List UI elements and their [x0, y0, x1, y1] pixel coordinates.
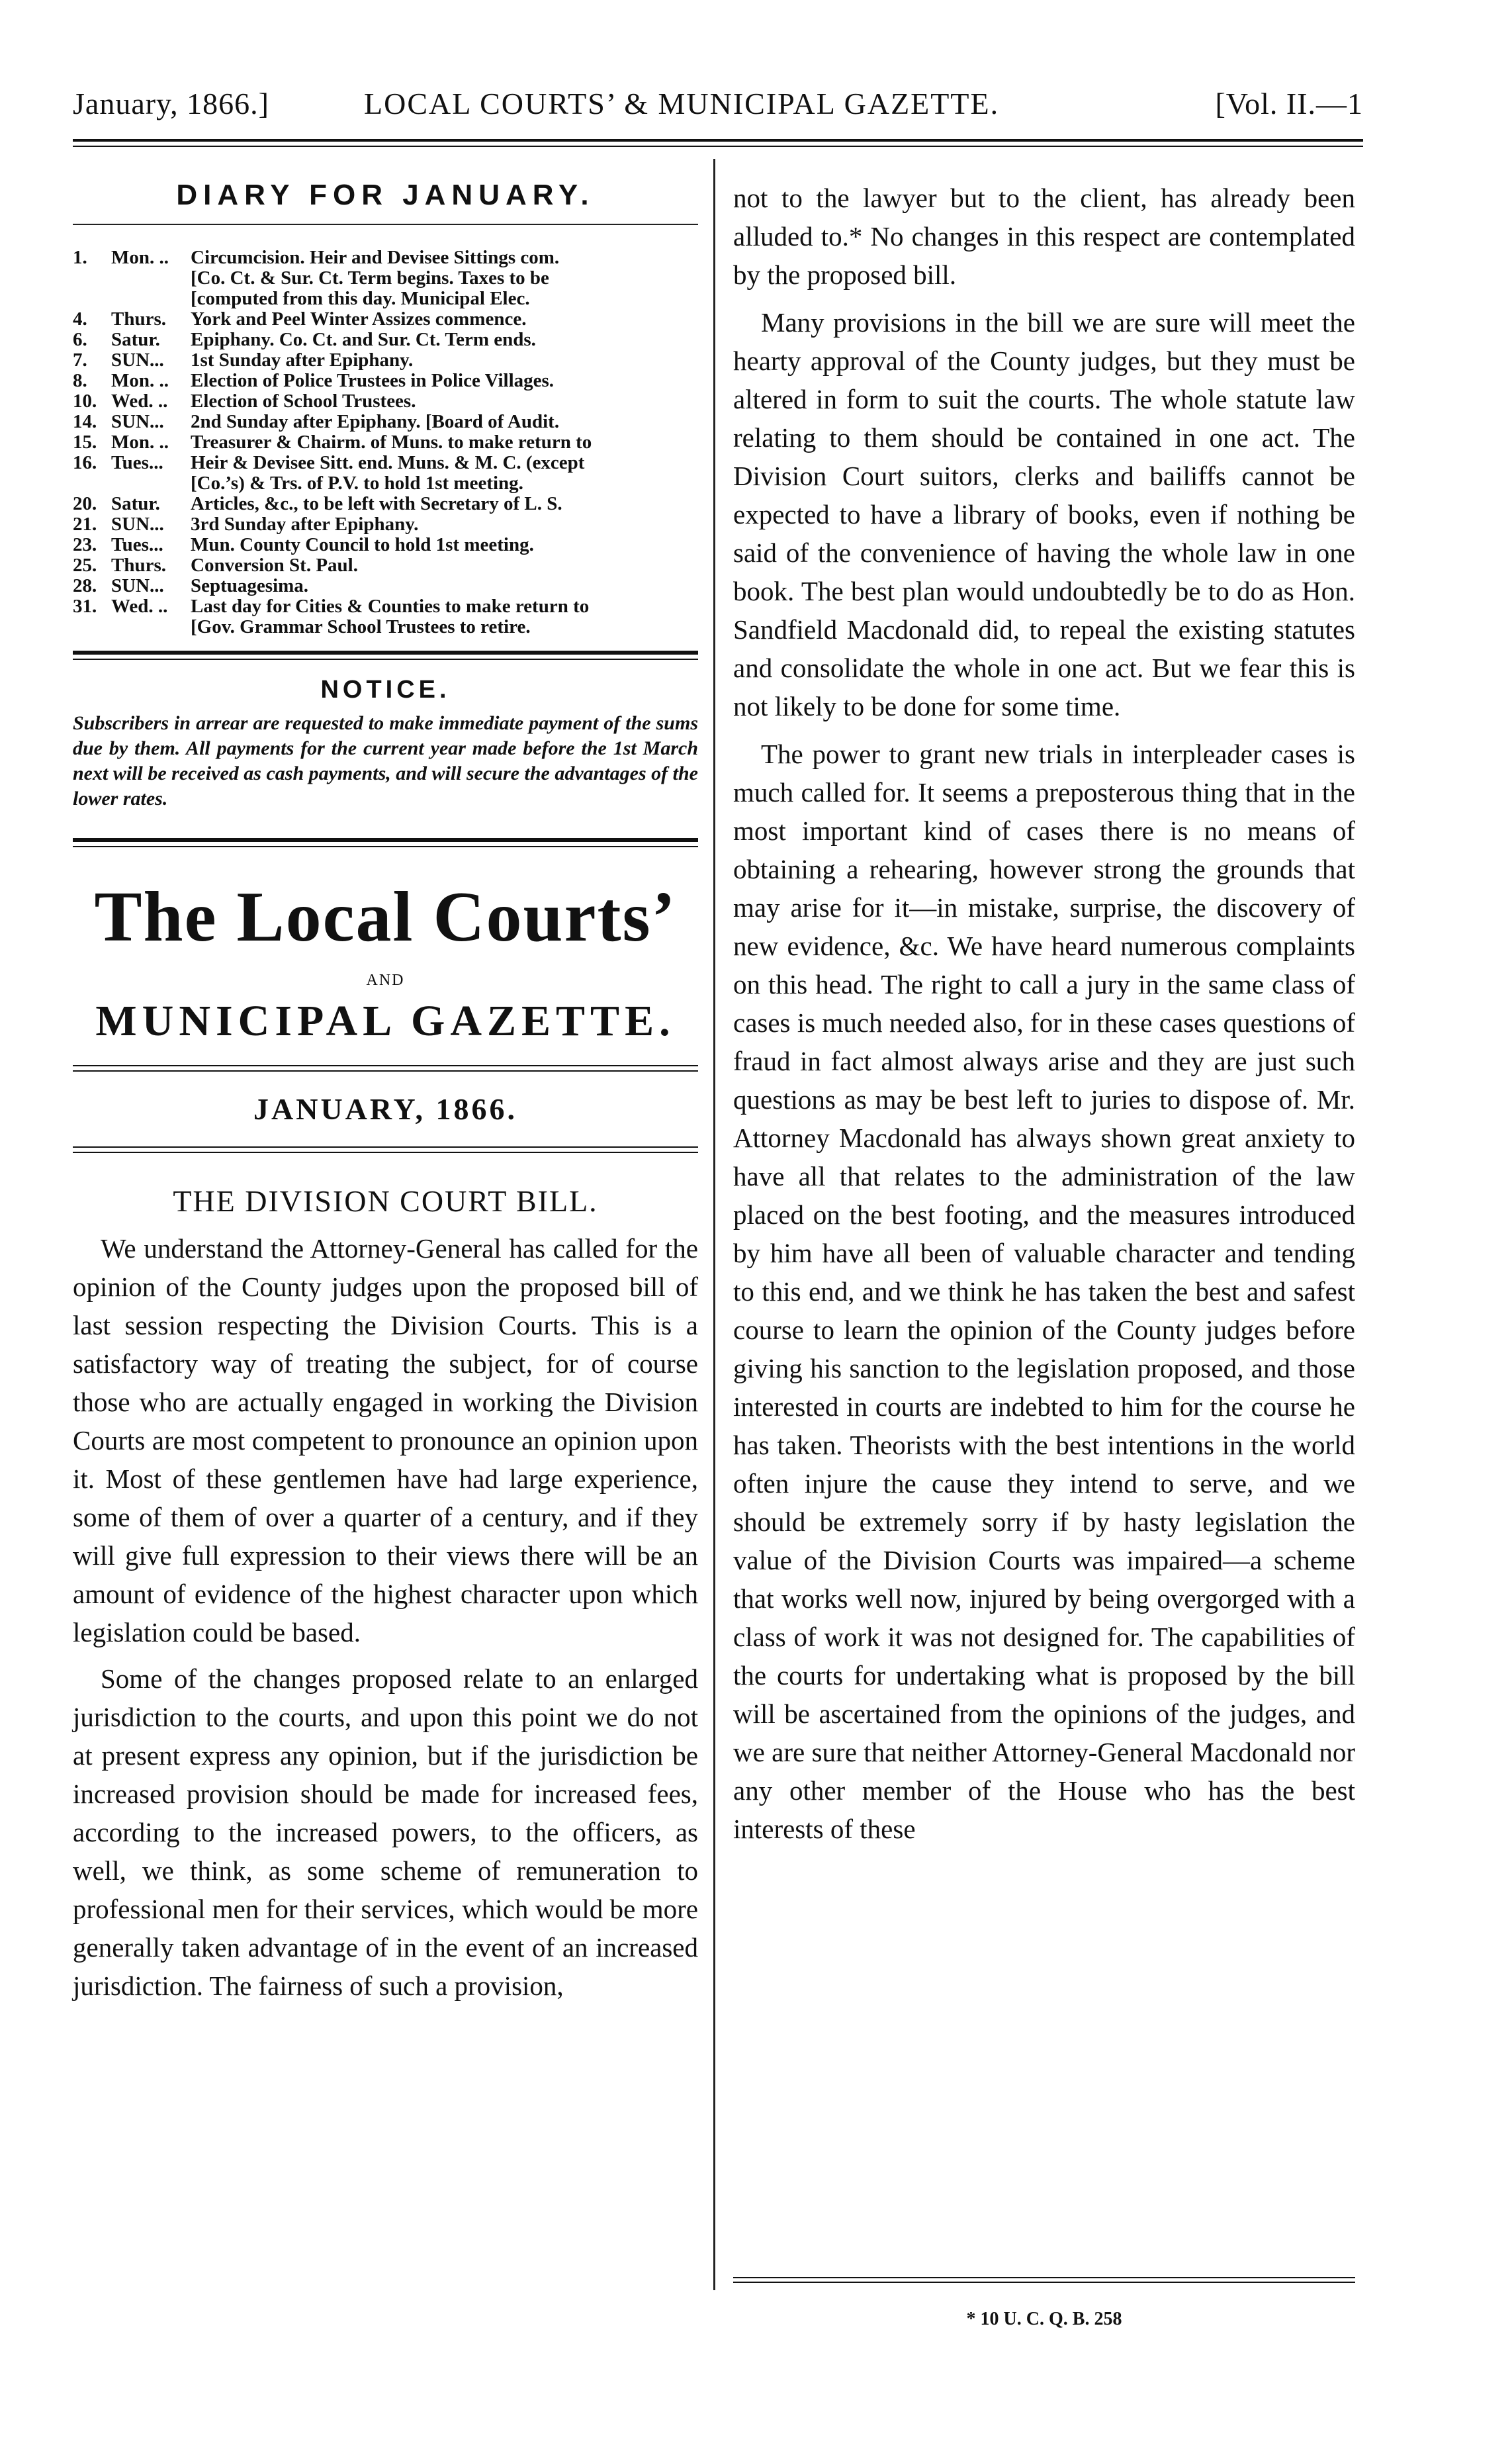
diary-entry-number: 28. — [73, 575, 97, 596]
diary-entry — [73, 391, 698, 412]
diary-entry-text: Mun. County Council to hold 1st meeting. — [191, 534, 534, 555]
header-date: January, 1866.] — [73, 87, 269, 120]
diary-entry-text: 3rd Sunday after Epiphany. — [191, 514, 419, 535]
diary-entry — [73, 576, 698, 596]
diary-entry-day: Tues... — [111, 452, 163, 473]
diary-entry-number: 6. — [73, 329, 87, 350]
header-rule — [73, 139, 1363, 142]
diary-entry-day: Mon. .. — [111, 432, 169, 453]
divider — [73, 1070, 698, 1072]
diary-entry-continuation: [Gov. Grammar School Trustees to retire. — [191, 616, 531, 637]
diary-entry-text: Septuagesima. — [191, 575, 309, 596]
right-column — [733, 179, 1355, 1848]
paragraph: not to the lawyer but to the client, has already been alluded to.* No changes in this respect are contemplated by the proposed bill. — [733, 183, 1355, 290]
diary-entry-text: Heir & Devisee Sitt. end. Muns. & M. C. (except — [191, 452, 585, 473]
diary-entry-day: Mon. .. — [111, 247, 169, 268]
diary-entry-number: 15. — [73, 432, 97, 453]
paragraph: The power to grant new trials in interpleader cases is much called for. It seems a preposterous thing that in the most important kind of cases there is no means of obtaining a rehearing, however strong the grounds that may arise for it—in mistake, surprise, the discovery of new evidence, &c. We have heard numerous complaints on this head. The right to call a jury in the same class of cases is much needed also, for in these cases questions of fraud in fact almost always arise and they are just such questions as may be best left to juries to dispose of. Mr. Attorney Macdonald has always shown great anxiety to have all that relates to the administration of the law placed on the best footing, and the measures introduced by him have all been of valuable character and tending to this end, and we think he has taken the best and safest course to learn the opinion of the County judges before giving his sanction to the legislation proposed, and those interested in courts are indebted to him for the course he has taken. Theorists with the best intentions in the world often injure the cause they intend to serve, and we should be extremely sorry if by hasty legislation the value of the Division Courts was impaired—a scheme that works well now, injured by being overgorged with a class of work it was not designed for. The capabilities of the courts for undertaking what is proposed by the bill will be ascertained from the opinions of the judges, and we are sure that neither Attorney-General Macdonald nor any other member of the House who has the best interests of these — [733, 739, 1355, 1844]
diary-entry — [73, 309, 698, 330]
divider — [73, 846, 698, 847]
header-volume: [Vol. II.—1 — [1215, 87, 1363, 120]
header-rule — [73, 146, 1363, 147]
diary-entry — [73, 453, 698, 473]
diary-entry-continuation: [Co.’s) & Trs. of P.V. to hold 1st meeting. — [191, 473, 523, 494]
diary-entry-number: 21. — [73, 514, 97, 535]
column-divider — [713, 159, 715, 2290]
diary-entry — [73, 248, 698, 268]
diary-entry-number: 10. — [73, 391, 97, 412]
diary-entry-continuation: [computed from this day. Municipal Elec. — [191, 288, 530, 309]
notice-text: Subscribers in arrear are requested to make immediate payment of the sums due by them. All payments for the current year made before the 1st March next will be received as cash payments, and will secure the advantages of the lower rates. — [73, 712, 698, 810]
diary-entry — [73, 555, 698, 576]
article-body-right — [733, 179, 1355, 1848]
diary-entry-text: Conversion St. Paul. — [191, 555, 358, 576]
notice-heading: NOTICE. — [320, 676, 451, 704]
diary-entry-number: 4. — [73, 308, 87, 330]
diary-entry-text: Treasurer & Chairm. of Muns. to make return to — [191, 432, 592, 453]
diary-entry-day: Mon. .. — [111, 370, 169, 391]
diary-list — [73, 248, 698, 637]
diary-entry-day: Satur. — [111, 493, 160, 514]
diary-entry-number: 14. — [73, 411, 97, 432]
diary-entry-day: Thurs. — [111, 555, 167, 576]
divider — [73, 659, 698, 660]
diary-entry — [73, 494, 698, 514]
diary-entry-number: 16. — [73, 452, 97, 473]
diary-entry-day: SUN... — [111, 514, 164, 535]
diary-entry-day: SUN... — [111, 411, 164, 432]
diary-entry-day: Tues... — [111, 534, 163, 555]
diary-entry-day: SUN... — [111, 575, 164, 596]
masthead-subtitle: MUNICIPAL GAZETTE. — [95, 997, 676, 1045]
diary-entry-day: Wed. .. — [111, 391, 168, 412]
diary-entry-text: Election of Police Trustees in Police Villages. — [191, 370, 555, 391]
diary-entry — [73, 412, 698, 432]
diary-entry-text: 1st Sunday after Epiphany. — [191, 349, 414, 371]
divider — [73, 651, 698, 655]
diary-entry-day: SUN... — [111, 349, 164, 371]
diary-entry-number: 7. — [73, 349, 87, 371]
left-column — [73, 159, 698, 2005]
diary-entry-text: Election of School Trustees. — [191, 391, 416, 412]
diary-entry-text: Articles, &c., to be left with Secretary of L. S. — [191, 493, 562, 514]
diary-entry-day: Wed. .. — [111, 596, 168, 617]
article-body-left — [73, 1229, 698, 2005]
divider — [73, 1146, 698, 1148]
masthead-and: AND — [366, 972, 405, 989]
diary-entry-number: 1. — [73, 247, 87, 268]
footnote-rule — [733, 2277, 1355, 2278]
diary-entry-text: Epiphany. Co. Ct. and Sur. Ct. Term ends. — [191, 329, 536, 350]
issue-date: JANUARY, 1866. — [253, 1092, 517, 1126]
article-title: THE DIVISION COURT BILL. — [173, 1184, 598, 1218]
masthead-title: The Local Courts’ — [94, 878, 677, 956]
diary-entry — [73, 535, 698, 555]
diary-entry — [73, 350, 698, 371]
footnote-rule — [733, 2282, 1355, 2283]
diary-entry — [73, 432, 698, 453]
diary-entry-day: Satur. — [111, 329, 160, 350]
paragraph: We understand the Attorney-General has called for the opinion of the County judges upon the proposed bill of last session respecting the Division Courts. This is a satisfactory way of treating the subject, for of course those who are actually engaged in working the Division Courts are most competent to pronounce an opinion upon it. Most of these gentlemen have had large experience, some of them of over a quarter of a century, and if they will give full expression to their views there will be an amount of evidence of the highest character upon which legislation could be based. — [73, 1233, 698, 1647]
divider — [73, 838, 698, 842]
diary-entry-number: 8. — [73, 370, 87, 391]
diary-entry-text: Last day for Cities & Counties to make return to — [191, 596, 590, 617]
diary-heading: DIARY FOR JANUARY. — [176, 179, 595, 211]
footnote: * 10 U. C. Q. B. 258 — [966, 2309, 1122, 2329]
diary-entry-text: Circumcision. Heir and Devisee Sittings com. — [191, 247, 560, 268]
diary-entry-number: 31. — [73, 596, 97, 617]
diary-entry-text: 2nd Sunday after Epiphany. [Board of Audit. — [191, 411, 560, 432]
divider — [73, 1152, 698, 1153]
diary-entry-number: 25. — [73, 555, 97, 576]
divider — [73, 1065, 698, 1066]
header-title: LOCAL COURTS’ & MUNICIPAL GAZETTE. — [364, 87, 1000, 120]
diary-entry — [73, 514, 698, 535]
diary-entry — [73, 596, 698, 617]
divider — [73, 224, 698, 225]
diary-entry-day: Thurs. — [111, 308, 167, 330]
diary-entry — [73, 330, 698, 350]
paragraph: Many provisions in the bill we are sure will meet the hearty approval of the County judges, but they must be altered in form to suit the courts. The whole statute law relating to them should be contained in one act. The Division Court suitors, clerks and bailiffs cannot be expected to have a library of books, even if nothing be said of the convenience of having the whole law in one book. The best plan would undoubtedly be to do as Hon. Sandfield Macdonald did, to repeal the existing statutes and consolidate the whole in one act. But we fear this is not likely to be done for some time. — [733, 307, 1355, 721]
diary-entry-continuation: [Co. Ct. & Sur. Ct. Term begins. Taxes to be — [191, 267, 549, 289]
paragraph: Some of the changes proposed relate to an enlarged jurisdiction to the courts, and upon this point we do not at present express any opinion, but if the jurisdiction be increased provision should be made for increased fees, according to the increased powers, to the officers, as well, we think, as some scheme of remuneration to professional men for their services, which would be more generally taken advantage of in the event of an increased jurisdiction. The fairness of such a provision, — [73, 1663, 698, 2001]
diary-entry-number: 23. — [73, 534, 97, 555]
diary-entry-text: York and Peel Winter Assizes commence. — [191, 308, 527, 330]
diary-entry-number: 20. — [73, 493, 97, 514]
diary-entry — [73, 371, 698, 391]
